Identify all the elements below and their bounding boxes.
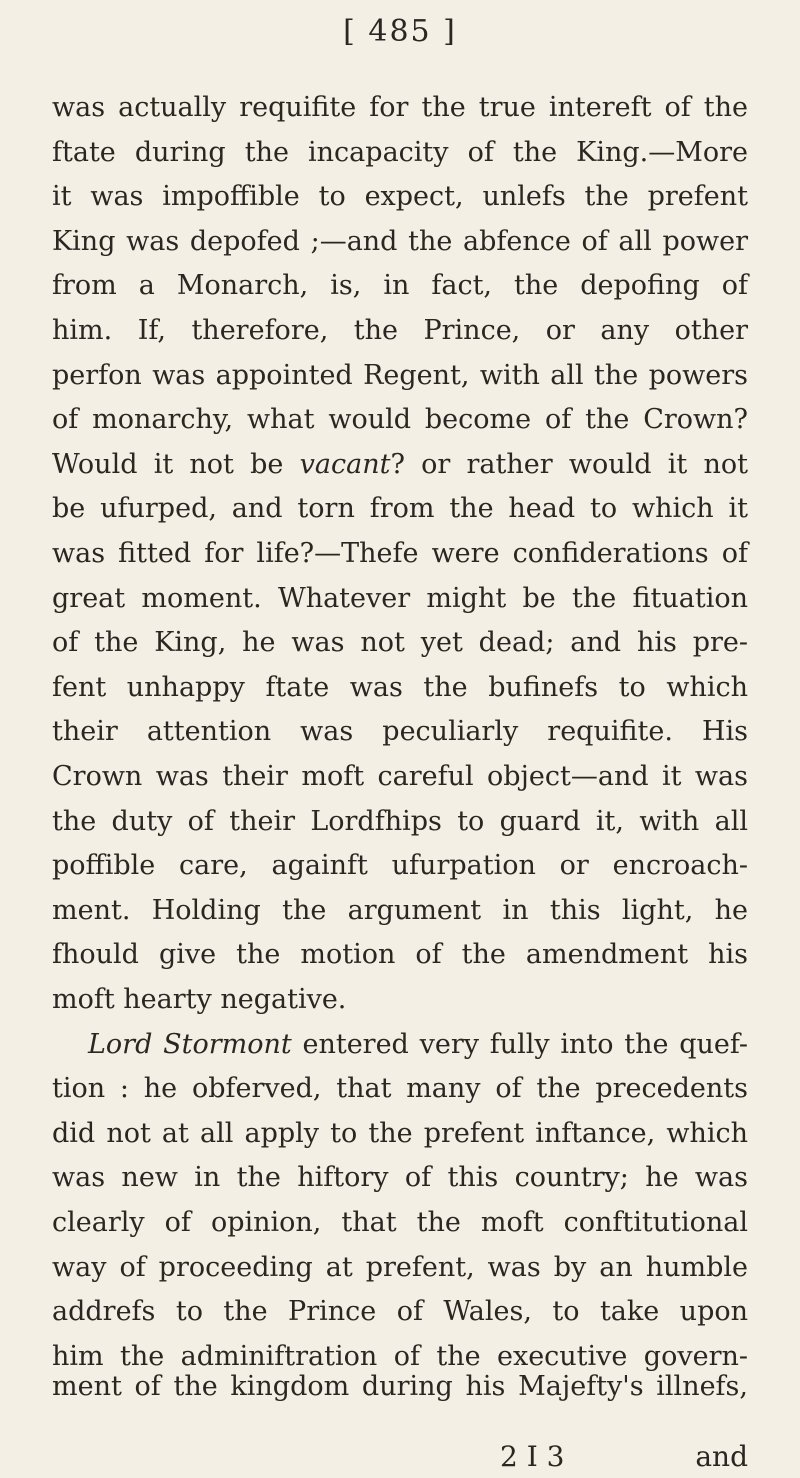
text-line: him. If, therefore, the Prince, or any other bbox=[52, 315, 748, 346]
text-line: tion : he obferved, that many of the precedents bbox=[52, 1073, 748, 1105]
signature-mark: 2 I 3 bbox=[500, 1440, 565, 1473]
text-line: fent unhappy ftate was the bufinefs to which bbox=[52, 671, 748, 703]
text-line: did not at all apply to the prefent inftance, which bbox=[52, 1117, 748, 1149]
text-line: the duty of their Lordfhips to guard it, with all bbox=[52, 805, 748, 837]
text-line: was fitted for life?—Thefe were confiderations of bbox=[52, 538, 748, 569]
text-line: ment. Holding the argument in this light, he bbox=[52, 894, 748, 926]
text-line: was actually requifite for the true intereft of the bbox=[52, 92, 748, 123]
catchword: and bbox=[695, 1440, 748, 1473]
italic-text: Lord Stormont bbox=[88, 1028, 292, 1060]
text-line: of the King, he was not yet dead; and his pre- bbox=[52, 627, 748, 659]
text-line: ftate during the incapacity of the King.—More bbox=[52, 136, 748, 168]
text-line: him the adminiftration of the executive govern- bbox=[52, 1340, 748, 1372]
text-line: King was depofed ;—and the abfence of all power bbox=[52, 225, 748, 257]
text-line: clearly of opinion, that the moft conftitutional bbox=[52, 1207, 748, 1238]
text-line: moft hearty negative. bbox=[52, 984, 347, 1015]
text-line: ment of the kingdom during his Majefty's illnefs, bbox=[52, 1371, 748, 1403]
text-line: poffible care, againft ufurpation or encroach- bbox=[52, 850, 748, 882]
text-line: was new in the hiftory of this country; he was bbox=[52, 1162, 748, 1194]
page-number: [ 485 ] bbox=[343, 14, 457, 49]
text-line: their attention was peculiarly requifite. His bbox=[52, 716, 748, 748]
italic-text: vacant bbox=[299, 448, 391, 480]
text-line: addrefs to the Prince of Wales, to take upon bbox=[52, 1296, 748, 1328]
text-line: great moment. Whatever might be the fituation bbox=[52, 582, 748, 614]
text-line: from a Monarch, is, in fact, the depofing of bbox=[52, 270, 748, 302]
text-line: Lord Stormont entered very fully into the quef- bbox=[88, 1028, 748, 1060]
text-line: of monarchy, what would become of the Crown? bbox=[52, 404, 748, 436]
text-line: fhould give the motion of the amendment his bbox=[52, 939, 748, 971]
text-line: Would it not be vacant? or rather would it not bbox=[52, 448, 748, 480]
text-line: perfon was appointed Regent, with all the powers bbox=[52, 359, 748, 391]
text-line: be ufurped, and torn from the head to which it bbox=[52, 493, 748, 525]
text-line: it was impoffible to expect, unlefs the prefent bbox=[52, 181, 748, 213]
text-line: way of proceeding at prefent, was by an humble bbox=[52, 1251, 748, 1283]
text-line: Crown was their moft careful object—and it was bbox=[52, 761, 748, 792]
